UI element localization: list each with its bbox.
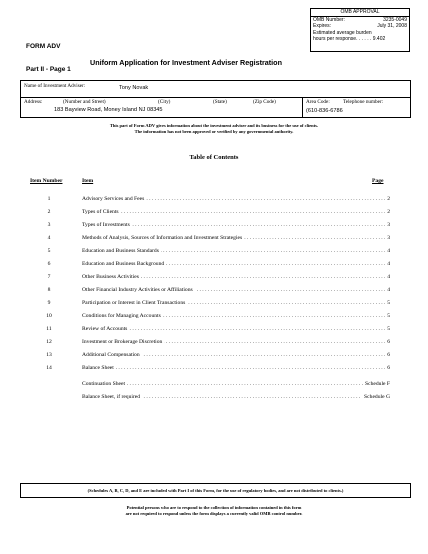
omb-approval-box <box>310 8 410 52</box>
zip-label: (Zip Code) <box>253 99 276 105</box>
toc-item-page: 4 <box>387 248 390 254</box>
telephone-label: Telephone number: <box>343 99 384 105</box>
toc-row[interactable] <box>0 208 428 216</box>
toc-item-page: 4 <box>387 261 390 267</box>
toc-item-text: Education and Business Background <box>82 261 165 267</box>
toc-item-text: Advisory Services and Fees <box>82 196 145 202</box>
toc-item-text: Methods of Analysis, Sources of Information and Investment Strategies <box>82 235 243 241</box>
toc-item-number: 14 <box>46 365 52 371</box>
toc-item-label <box>82 351 390 359</box>
toc-row[interactable] <box>0 195 428 203</box>
toc-item-number: 12 <box>46 339 52 345</box>
address-divider <box>21 97 410 98</box>
toc-item-page: 3 <box>387 235 390 241</box>
toc-item-page: 4 <box>387 287 390 293</box>
toc-item-page: 5 <box>387 313 390 319</box>
toc-item-text: Conditions for Managing Accounts <box>82 313 161 319</box>
toc-item-number: 5 <box>47 248 51 254</box>
toc-item-page: 5 <box>387 326 390 332</box>
toc-item-number: 3 <box>47 222 51 228</box>
toc-item-label <box>82 273 390 281</box>
state-label: (State) <box>213 99 227 105</box>
toc-item-text: Education and Business Standards <box>82 248 159 254</box>
toc-item-label <box>82 364 390 372</box>
toc-item-text: Review of Accounts <box>82 326 128 332</box>
toc-item-number: 2 <box>47 209 51 215</box>
form-name: FORM ADV <box>26 43 61 50</box>
toc-row[interactable] <box>0 312 428 320</box>
toc-item-page: 6 <box>387 339 390 345</box>
footer-line1: Potential persons who are to respond to the collection of information contained in this form <box>126 505 302 510</box>
toc-item-label <box>82 299 390 307</box>
toc-item-page: 3 <box>387 222 390 228</box>
disclosure-notice <box>0 123 428 135</box>
toc-item-text: Participation or Interest in Client Transactions <box>82 300 186 306</box>
omb-heading: OMB APPROVAL <box>311 9 409 17</box>
street-label: (Number and Street) <box>63 99 106 105</box>
toc-item-number: 4 <box>47 235 51 241</box>
toc-item-page: 5 <box>387 300 390 306</box>
toc-item-text: Other Business Activities <box>82 274 139 280</box>
toc-row[interactable] <box>0 247 428 255</box>
toc-item-page: 6 <box>387 365 390 371</box>
telephone-value[interactable]: (610-836-6786 <box>306 108 343 114</box>
toc-item-page: 2 <box>387 196 390 202</box>
toc-row[interactable] <box>0 364 428 372</box>
toc-row[interactable] <box>0 325 428 333</box>
notice-line2: The information has not been approved or verified by any governmental authority. <box>134 129 294 134</box>
omb-footer <box>0 505 428 517</box>
form-title: Uniform Application for Investment Adviser Registration <box>90 58 282 67</box>
schedules-note-box <box>20 483 411 498</box>
address-label: Address: <box>24 99 43 105</box>
phone-divider <box>302 97 303 117</box>
notice-line1: This part of Form ADV gives information about the investment adviser and its business for the use of clients. <box>109 123 319 128</box>
toc-item-label <box>82 393 390 401</box>
toc-item-page: Schedule G <box>364 394 390 400</box>
toc-col-page: Page <box>372 178 384 184</box>
adviser-name-value[interactable]: Tony Novak <box>119 85 149 91</box>
toc-item-number: 11 <box>46 326 52 332</box>
footer-line2: are not required to respond unless the form displays a currently valid OMB control number. <box>125 511 303 516</box>
toc-row[interactable] <box>0 351 428 359</box>
toc-item-page: 4 <box>387 274 390 280</box>
omb-expires-value: July 31, 2008 <box>377 23 407 30</box>
toc-item-label <box>82 208 390 216</box>
toc-row[interactable] <box>0 221 428 229</box>
omb-burden-line1: Estimated average burden <box>313 29 372 36</box>
toc-row[interactable] <box>0 286 428 294</box>
toc-row[interactable] <box>0 393 428 401</box>
city-label: (City) <box>158 99 171 105</box>
toc-item-label <box>82 247 390 255</box>
toc-row[interactable] <box>0 380 428 388</box>
toc-item-label <box>82 312 390 320</box>
toc-title: Table of Contents <box>189 154 239 161</box>
toc-row[interactable] <box>0 260 428 268</box>
toc-item-number: 1 <box>47 196 51 202</box>
toc-item-number: 13 <box>46 352 52 358</box>
toc-item-number: 7 <box>47 274 51 280</box>
toc-item-text: Types of Investments <box>82 222 130 228</box>
omb-expires-label: Expires: <box>313 23 332 30</box>
toc-item-text: Balance Sheet <box>82 365 114 371</box>
toc-item-number: 10 <box>46 313 52 319</box>
toc-item-label <box>82 234 390 242</box>
toc-item-label <box>82 380 390 388</box>
address-value[interactable]: 183 Bayview Road, Money Island NJ 08345 <box>54 107 163 113</box>
toc-item-text: Additional Compensation <box>82 352 140 358</box>
toc-row[interactable] <box>0 273 428 281</box>
toc-item-text: Continuation Sheet <box>82 381 126 387</box>
toc-item-page: 6 <box>387 352 390 358</box>
omb-number-label: OMB Number: <box>313 17 345 23</box>
part-label: Part II - Page 1 <box>26 66 71 73</box>
area-code-label: Area Code: <box>306 99 330 105</box>
toc-col-item: Item <box>82 178 94 184</box>
toc-item-label <box>82 286 390 294</box>
toc-item-text: Other Financial Industry Activities or Affiliations <box>82 287 193 293</box>
toc-item-text: Balance Sheet, if required <box>82 394 141 400</box>
omb-burden-line2: hours per response. . . . . . 9.402 <box>313 36 386 43</box>
adviser-info-box <box>20 80 411 118</box>
toc-item-text: Types of Clients <box>82 209 119 215</box>
toc-col-item-number: Item Number <box>30 178 63 184</box>
toc-item-number: 9 <box>47 300 51 306</box>
schedules-note: (Schedules A, B, C, D, and E are included with Part I of this Form, for the use of regulatory bodies, and are not distributed to clients.) <box>87 488 344 493</box>
toc-item-number: 8 <box>47 287 51 293</box>
toc-item-label <box>82 325 390 333</box>
toc-item-page: 2 <box>387 209 390 215</box>
toc-item-label <box>82 221 390 229</box>
toc-item-number: 6 <box>47 261 51 267</box>
toc-item-label <box>82 260 390 268</box>
toc-row[interactable] <box>0 234 428 242</box>
omb-number-value: 3235-0049 <box>383 17 407 23</box>
toc-item-label <box>82 195 390 203</box>
toc-item-label <box>82 338 390 346</box>
toc-item-page: Schedule F <box>364 381 390 387</box>
adviser-name-label: Name of Investment Adviser: <box>24 83 86 89</box>
toc-item-text: Investment or Brokerage Discretion <box>82 339 163 345</box>
toc-row[interactable] <box>0 338 428 346</box>
toc-row[interactable] <box>0 299 428 307</box>
